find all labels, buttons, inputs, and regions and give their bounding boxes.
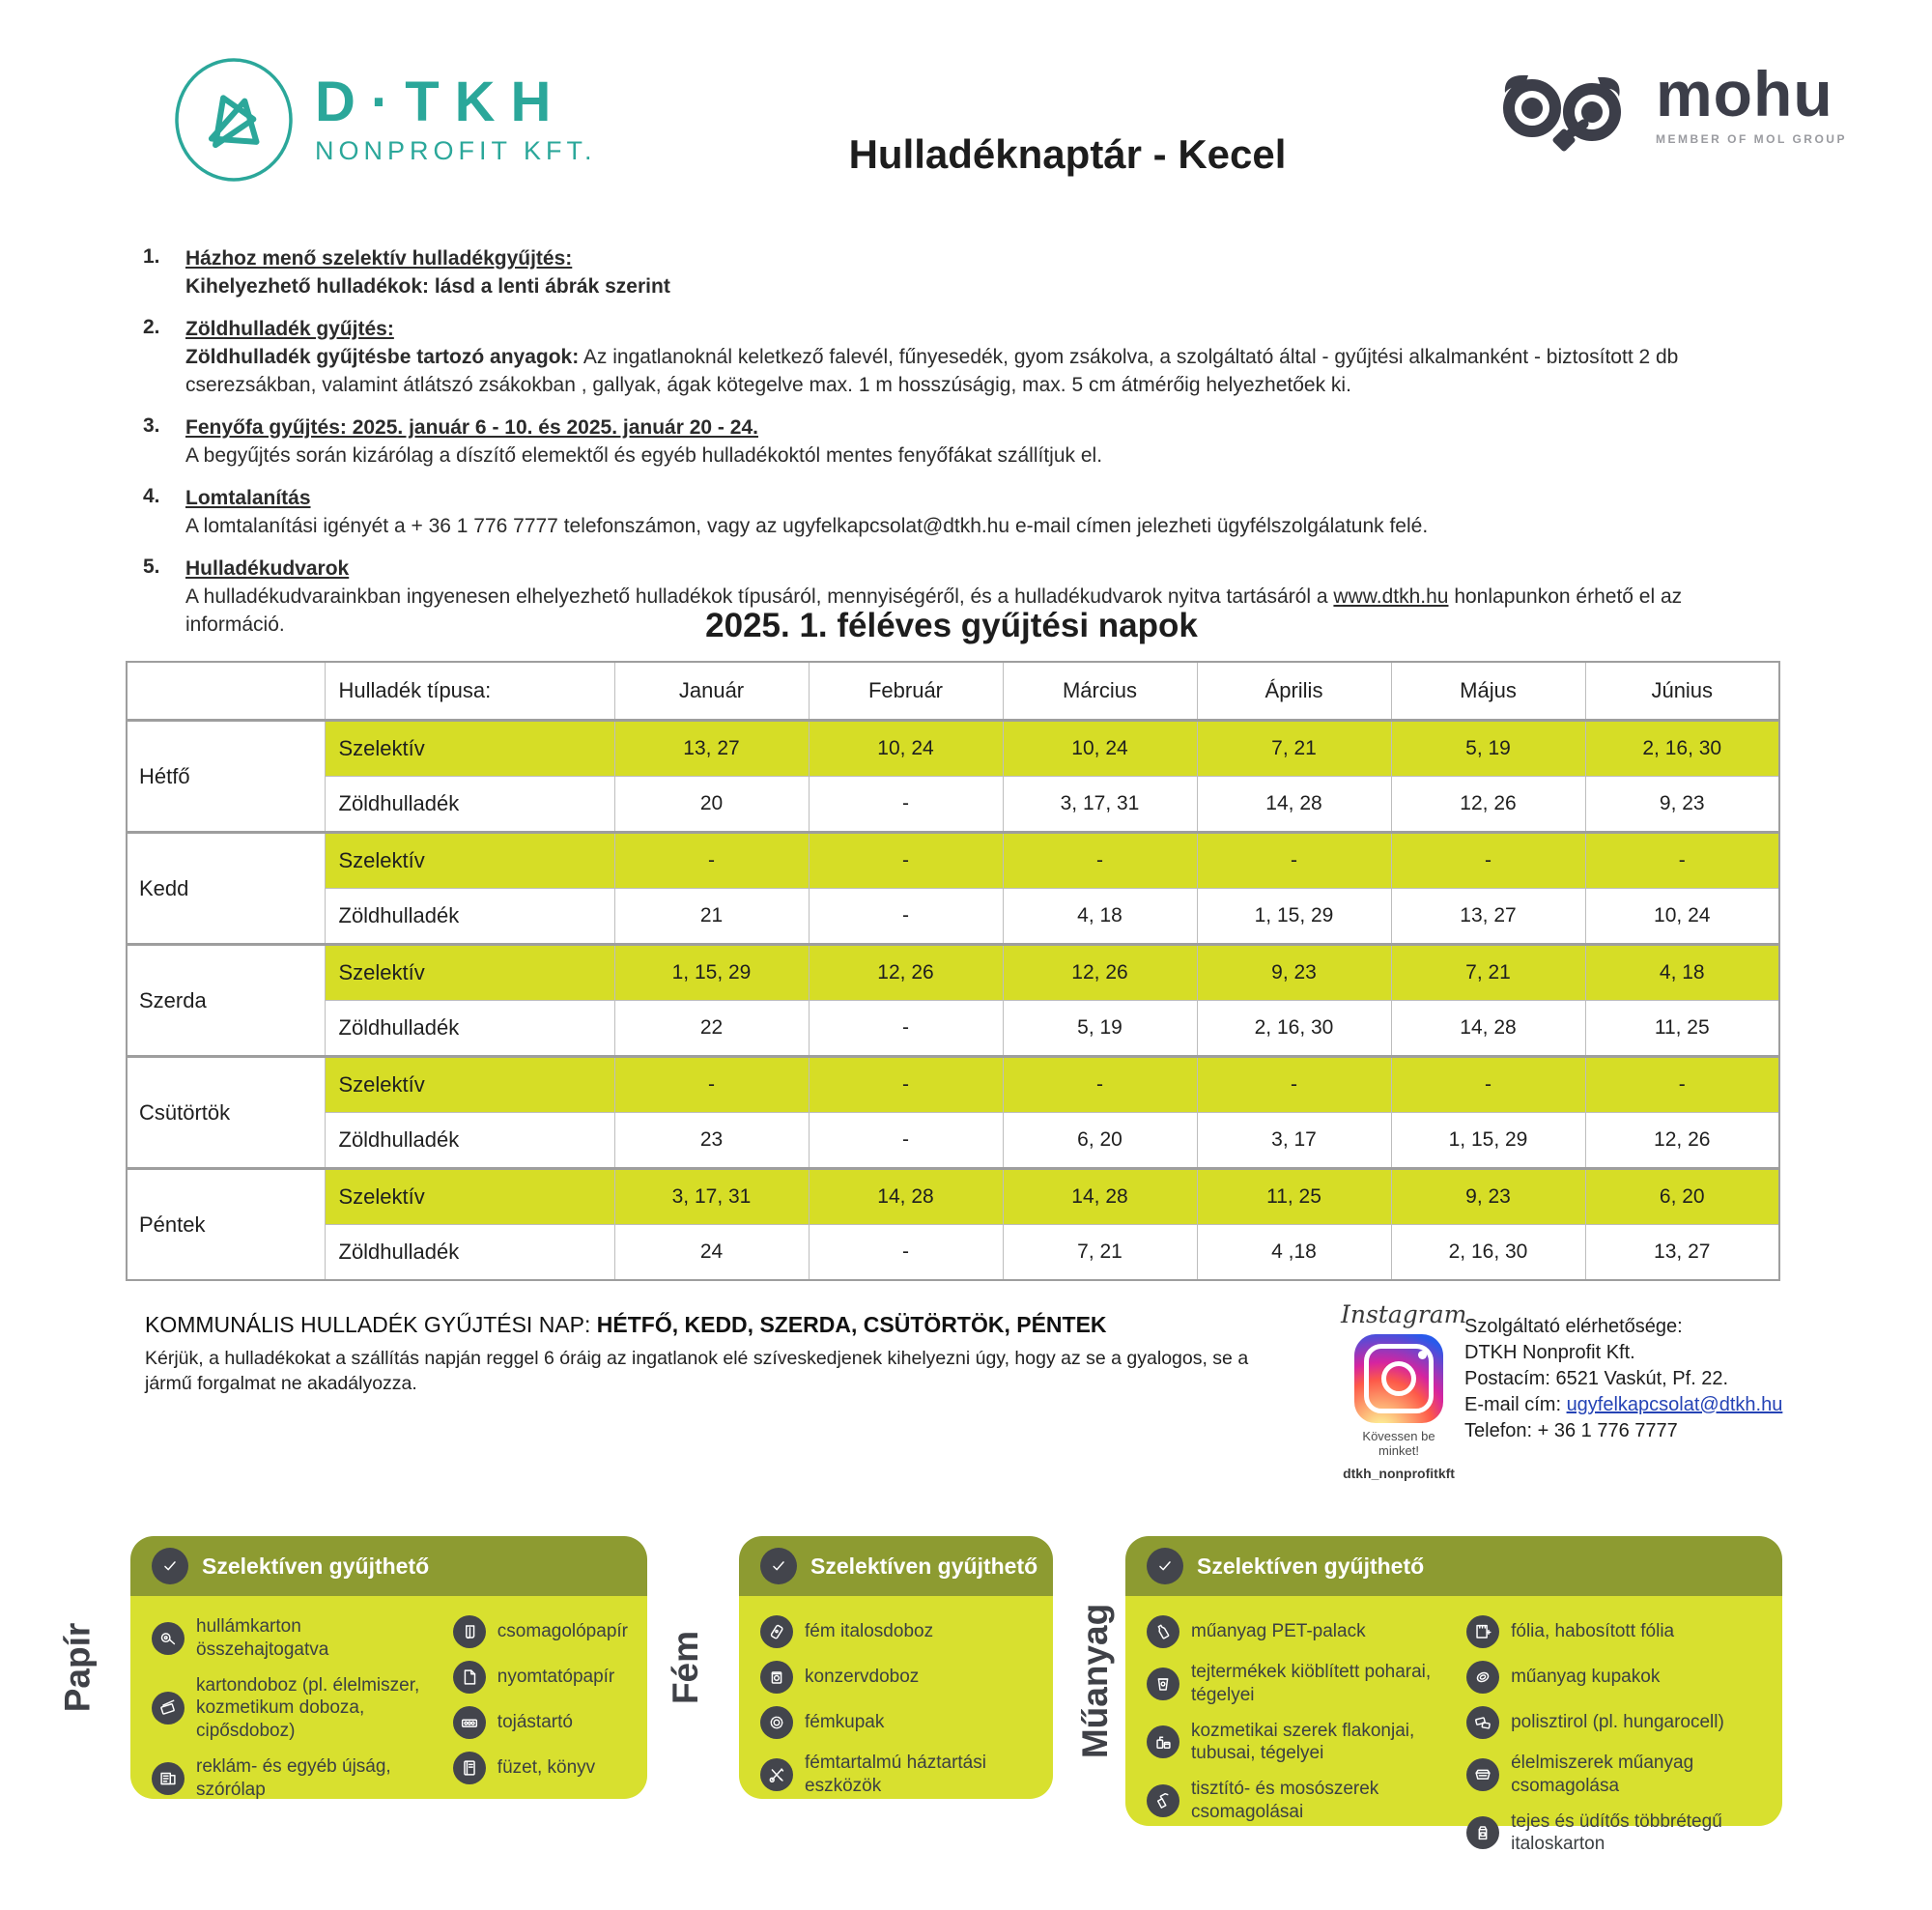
zold-dates-cell: 13, 27 xyxy=(1585,1225,1779,1281)
panel-item xyxy=(1147,1778,1441,1824)
panel-item xyxy=(1466,1661,1763,1694)
zold-dates-cell: 12, 26 xyxy=(1391,777,1585,833)
panel-item-label: csomagolópapír xyxy=(497,1621,628,1642)
contact-email-link[interactable]: ugyfelkapcsolat@dtkh.hu xyxy=(1566,1394,1783,1415)
note-number: 2. xyxy=(143,315,160,338)
szelektiv-dates-cell: - xyxy=(809,1057,1003,1113)
panel-item-label: polisztirol (pl. hungarocell) xyxy=(1511,1712,1724,1733)
zold-dates-cell: 24 xyxy=(614,1225,809,1281)
page-title: Hulladéknaptár - Kecel xyxy=(848,131,1287,177)
instagram-follow-label: Kövessen be minket! xyxy=(1362,1429,1435,1458)
panel-item-label: fémkupak xyxy=(805,1712,885,1733)
note-heading: Hulladékudvarok xyxy=(185,556,350,580)
szelektiv-dates-cell: 14, 28 xyxy=(809,1169,1003,1225)
day-label: Csütörtök xyxy=(127,1057,325,1169)
communal-info xyxy=(145,1312,1256,1397)
panel-item xyxy=(1466,1615,1763,1648)
foil-icon xyxy=(1466,1615,1499,1648)
panel-item xyxy=(1147,1615,1441,1648)
material-label-text: Papír xyxy=(57,1622,98,1713)
cardboard-roll-icon xyxy=(152,1622,185,1655)
day-group xyxy=(127,721,1779,833)
row-type-label: Zöldhulladék xyxy=(325,1113,614,1169)
panel-item-label: kartondoboz (pl. élelmiszer, kozmetikum doboza, cipősdoboz) xyxy=(196,1674,420,1741)
row-type-label: Szelektív xyxy=(325,1169,614,1225)
month-header: Január xyxy=(614,662,809,721)
panel-item-label: műanyag kupakok xyxy=(1511,1667,1661,1688)
zold-dates-cell: 20 xyxy=(614,777,809,833)
note-content xyxy=(185,245,1785,301)
note-number: 4. xyxy=(143,484,160,507)
note-text: A begyűjtés során kizárólag a díszítő elemektől és egyéb hulladékoktól mentes fenyőfákat szállítjuk el. xyxy=(185,443,1103,467)
tin-can-icon xyxy=(760,1661,793,1694)
communal-title-days: HÉTFŐ, KEDD, SZERDA, CSÜTÖRTÖK, PÉNTEK xyxy=(596,1312,1107,1337)
szelektiv-dates-cell: - xyxy=(1003,1057,1197,1113)
communal-body: Kérjük, a hulladékokat a szállítás napján reggel 6 óráig az ingatlanok elé szíveskedjenek kihelyezni úgy, hogy az se a gyalogos, se a jármű forgalmat ne akadályozza. xyxy=(145,1348,1249,1395)
panel-item-label: fémtartalmú háztartási eszközök xyxy=(805,1753,986,1796)
contact-phone: Telefon: + 36 1 776 7777 xyxy=(1464,1420,1678,1441)
zold-dates-cell: 13, 27 xyxy=(1391,889,1585,945)
zold-dates-cell: - xyxy=(809,1113,1003,1169)
day-group xyxy=(127,833,1779,945)
kitchen-tools-icon xyxy=(760,1758,793,1791)
note-heading: Házhoz menő szelektív hulladékgyűjtés: xyxy=(185,247,573,270)
communal-title xyxy=(145,1312,1256,1338)
wrapping-paper-icon xyxy=(453,1615,486,1648)
panel-header xyxy=(739,1536,1053,1596)
panel-item-label: kozmetikai szerek flakonjai, tubusai, tégelyei xyxy=(1191,1720,1415,1764)
szelektiv-dates-cell: 12, 26 xyxy=(1003,945,1197,1001)
note-number: 1. xyxy=(143,245,160,268)
panel-body xyxy=(739,1596,1053,1799)
material-label-text: Műanyag xyxy=(1075,1603,1116,1759)
zold-dates-cell: - xyxy=(809,777,1003,833)
panel-item xyxy=(1147,1661,1441,1707)
month-header: Március xyxy=(1003,662,1197,721)
szelektiv-row xyxy=(127,1057,1779,1113)
szelektiv-row xyxy=(127,721,1779,777)
panel-item-label: fém italosdoboz xyxy=(805,1621,934,1642)
metal-can-icon xyxy=(760,1615,793,1648)
recycling-panel xyxy=(1125,1536,1782,1855)
detergent-tag-icon xyxy=(1147,1784,1179,1817)
row-type-label: Szelektív xyxy=(325,1057,614,1113)
panel-column xyxy=(760,1615,1034,1796)
zold-dates-cell: 4, 18 xyxy=(1003,889,1197,945)
pet-bottle-icon xyxy=(1147,1615,1179,1648)
panel-body xyxy=(1125,1596,1782,1855)
contact-company: DTKH Nonprofit Kft. xyxy=(1464,1342,1635,1363)
note-body xyxy=(185,513,1785,541)
month-header: Május xyxy=(1391,662,1585,721)
mohu-text xyxy=(1656,58,1847,146)
zold-dates-cell: 1, 15, 29 xyxy=(1197,889,1391,945)
cosmetic-bottle-icon xyxy=(1147,1725,1179,1758)
note-content xyxy=(185,316,1785,400)
day-label: Hétfő xyxy=(127,721,325,833)
szelektiv-dates-cell: - xyxy=(809,833,1003,889)
contact-email-label: E-mail cím: xyxy=(1464,1394,1567,1415)
row-type-label: Zöldhulladék xyxy=(325,889,614,945)
panel-item-label: élelmiszerek műanyag csomagolása xyxy=(1511,1753,1694,1796)
szelektiv-dates-cell: 3, 17, 31 xyxy=(614,1169,809,1225)
zold-dates-cell: 14, 28 xyxy=(1197,777,1391,833)
contact-heading: Szolgáltató elérhetősége: xyxy=(1464,1316,1683,1337)
szelektiv-dates-cell: 5, 19 xyxy=(1391,721,1585,777)
zold-dates-cell: 7, 21 xyxy=(1003,1225,1197,1281)
mohu-wordmark: mohu xyxy=(1656,58,1833,129)
table-header-row xyxy=(127,662,1779,721)
panel-column xyxy=(453,1615,628,1791)
panel-item xyxy=(152,1615,428,1662)
panel-item xyxy=(1466,1810,1763,1857)
szelektiv-dates-cell: 7, 21 xyxy=(1197,721,1391,777)
note-item xyxy=(143,414,1785,470)
mohu-logo xyxy=(1495,58,1847,153)
check-icon xyxy=(152,1548,188,1584)
month-header: Április xyxy=(1197,662,1391,721)
panel-item xyxy=(1147,1720,1441,1766)
dtkh-website-link[interactable]: www.dtkh.hu xyxy=(1333,584,1449,608)
szelektiv-row xyxy=(127,1169,1779,1225)
szelektiv-dates-cell: - xyxy=(1585,833,1779,889)
zoldhulladek-row xyxy=(127,889,1779,945)
month-header: Június xyxy=(1585,662,1779,721)
zold-dates-cell: 21 xyxy=(614,889,809,945)
note-heading: Fenyőfa gyűjtés: 2025. január 6 - 10. és 2025. január 20 - 24. xyxy=(185,415,758,439)
zold-dates-cell: 2, 16, 30 xyxy=(1391,1225,1585,1281)
panel-item-label: füzet, könyv xyxy=(497,1757,596,1779)
note-text: honlapunkon érhető el az információ. xyxy=(185,584,1683,636)
communal-title-label: KOMMUNÁLIS HULLADÉK GYŰJTÉSI NAP: xyxy=(145,1312,597,1337)
panel-item-label: konzervdoboz xyxy=(805,1667,920,1688)
zold-dates-cell: 3, 17 xyxy=(1197,1113,1391,1169)
collection-table xyxy=(126,661,1780,1281)
zold-dates-cell: - xyxy=(809,1225,1003,1281)
szelektiv-dates-cell: - xyxy=(1197,1057,1391,1113)
notebook-icon xyxy=(453,1752,486,1784)
note-heading: Lomtalanítás xyxy=(185,486,311,509)
metal-cap-icon xyxy=(760,1706,793,1739)
zold-dates-cell: 5, 19 xyxy=(1003,1001,1197,1057)
contact-address: Postacím: 6521 Vaskút, Pf. 22. xyxy=(1464,1368,1729,1389)
panel-item-label: fólia, habosított fólia xyxy=(1511,1621,1675,1642)
panel-item-label: tisztító- és mosószerek csomagolásai xyxy=(1191,1779,1379,1822)
month-header: Február xyxy=(809,662,1003,721)
note-text: Kihelyezhető hulladékok: lásd a lenti ábrák szerint xyxy=(185,274,670,298)
day-label: Péntek xyxy=(127,1169,325,1281)
note-text: A lomtalanítási igényét a + 36 1 776 7777 telefonszámon, vagy az ugyfelkapcsolat@dtkh.hu e-mail címen jelezheti ügyfélszolgálatunk felé. xyxy=(185,514,1429,537)
dtkh-logo xyxy=(172,56,597,184)
carton-box-icon xyxy=(152,1692,185,1725)
szelektiv-row xyxy=(127,945,1779,1001)
material-label-manyag xyxy=(1072,1536,1119,1826)
instagram-script-label: Instagram xyxy=(1341,1300,1467,1328)
zold-dates-cell: 2, 16, 30 xyxy=(1197,1001,1391,1057)
row-type-label: Zöldhulladék xyxy=(325,1001,614,1057)
szelektiv-dates-cell: 14, 28 xyxy=(1003,1169,1197,1225)
table-corner-cell xyxy=(127,662,325,721)
day-group xyxy=(127,1169,1779,1281)
zold-dates-cell: 11, 25 xyxy=(1585,1001,1779,1057)
plastic-cap-icon xyxy=(1466,1661,1499,1694)
day-label: Kedd xyxy=(127,833,325,945)
row-type-label: Zöldhulladék xyxy=(325,1225,614,1281)
instagram-icon[interactable] xyxy=(1354,1334,1443,1423)
szelektiv-dates-cell: 12, 26 xyxy=(809,945,1003,1001)
zoldhulladek-row xyxy=(127,777,1779,833)
panel-item xyxy=(1466,1752,1763,1798)
food-packaging-icon xyxy=(1466,1758,1499,1791)
panel-title: Szelektíven gyűjthető xyxy=(1197,1553,1425,1579)
szelektiv-dates-cell: 9, 23 xyxy=(1197,945,1391,1001)
newspaper-icon xyxy=(152,1762,185,1795)
zold-dates-cell: 14, 28 xyxy=(1391,1001,1585,1057)
panel-column xyxy=(152,1615,428,1800)
zold-dates-cell: 1, 15, 29 xyxy=(1391,1113,1585,1169)
note-content xyxy=(185,485,1785,541)
zoldhulladek-row xyxy=(127,1001,1779,1057)
szelektiv-row xyxy=(127,833,1779,889)
zold-dates-cell: - xyxy=(809,1001,1003,1057)
check-icon xyxy=(760,1548,797,1584)
row-type-label: Szelektív xyxy=(325,945,614,1001)
row-type-label: Szelektív xyxy=(325,833,614,889)
panel-header xyxy=(1125,1536,1782,1596)
panel-title: Szelektíven gyűjthető xyxy=(202,1553,430,1579)
zold-dates-cell: 23 xyxy=(614,1113,809,1169)
panel-column xyxy=(1466,1615,1763,1855)
zold-dates-cell: 12, 26 xyxy=(1585,1113,1779,1169)
material-label-text: Fém xyxy=(666,1630,706,1705)
panel-item-label: reklám- és egyéb újság, szórólap xyxy=(196,1755,391,1800)
contact-block xyxy=(1464,1314,1793,1444)
egg-carton-icon xyxy=(453,1706,486,1739)
note-item xyxy=(143,485,1785,541)
instagram-handle[interactable]: dtkh_nonprofitkft xyxy=(1343,1466,1455,1481)
szelektiv-dates-cell: 1, 15, 29 xyxy=(614,945,809,1001)
note-body xyxy=(185,442,1785,470)
type-column-header: Hulladék típusa: xyxy=(325,662,614,721)
panel-item-label: hullámkarton összehajtogatva xyxy=(196,1616,329,1660)
zold-dates-cell: - xyxy=(809,889,1003,945)
row-type-label: Zöldhulladék xyxy=(325,777,614,833)
dtkh-emblem-icon xyxy=(172,56,296,184)
mohu-tagline: MEMBER OF MOL GROUP xyxy=(1656,131,1847,146)
row-type-label: Szelektív xyxy=(325,721,614,777)
recycling-panel xyxy=(739,1536,1053,1799)
notes-list xyxy=(143,245,1785,654)
panel-item xyxy=(152,1674,428,1743)
day-label: Szerda xyxy=(127,945,325,1057)
szelektiv-dates-cell: 9, 23 xyxy=(1391,1169,1585,1225)
zold-dates-cell: 10, 24 xyxy=(1585,889,1779,945)
note-body xyxy=(185,344,1785,400)
contact-email-line xyxy=(1464,1392,1793,1418)
panel-item xyxy=(760,1752,1034,1798)
dtkh-subtitle: NONPROFIT KFT. xyxy=(315,135,597,165)
panel-title: Szelektíven gyűjthető xyxy=(810,1553,1038,1579)
beverage-carton-icon xyxy=(1466,1816,1499,1849)
zold-dates-cell: 4 ,18 xyxy=(1197,1225,1391,1281)
polystyrene-icon xyxy=(1466,1706,1499,1739)
note-text: Zöldhulladék gyűjtésbe tartozó anyagok: xyxy=(185,345,580,368)
szelektiv-dates-cell: 10, 24 xyxy=(1003,721,1197,777)
zoldhulladek-row xyxy=(127,1225,1779,1281)
note-body xyxy=(185,273,1785,301)
printer-paper-icon xyxy=(453,1661,486,1694)
mohu-owl-icon xyxy=(1495,64,1640,153)
panel-item-label: tejtermékek kiöblített poharai, tégelyei xyxy=(1191,1662,1432,1705)
dtkh-logo-text xyxy=(315,70,597,166)
note-item xyxy=(143,316,1785,400)
szelektiv-dates-cell: - xyxy=(1003,833,1197,889)
panel-item-label: tejes és üdítős többrétegű italoskarton xyxy=(1511,1810,1722,1855)
panel-item-label: tojástartó xyxy=(497,1712,573,1733)
panel-body xyxy=(130,1596,647,1799)
szelektiv-dates-cell: - xyxy=(1391,1057,1585,1113)
dairy-cup-icon xyxy=(1147,1668,1179,1700)
szelektiv-dates-cell: 13, 27 xyxy=(614,721,809,777)
zold-dates-cell: 6, 20 xyxy=(1003,1113,1197,1169)
instagram-block xyxy=(1341,1300,1467,1481)
szelektiv-dates-cell: 7, 21 xyxy=(1391,945,1585,1001)
zoldhulladek-row xyxy=(127,1113,1779,1169)
panel-item xyxy=(1466,1706,1763,1739)
szelektiv-dates-cell: - xyxy=(1391,833,1585,889)
szelektiv-dates-cell: - xyxy=(1585,1057,1779,1113)
table-title: 2025. 1. féléves gyűjtési napok xyxy=(705,607,1198,644)
recycling-panel xyxy=(130,1536,647,1799)
day-group xyxy=(127,1057,1779,1169)
panel-item xyxy=(760,1615,1034,1648)
szelektiv-dates-cell: 10, 24 xyxy=(809,721,1003,777)
panel-item xyxy=(453,1661,628,1694)
panel-item xyxy=(453,1706,628,1739)
note-heading: Zöldhulladék gyűjtés: xyxy=(185,317,394,340)
zold-dates-cell: 9, 23 xyxy=(1585,777,1779,833)
material-label-fm xyxy=(663,1536,709,1799)
note-item xyxy=(143,245,1785,301)
note-text: Az ingatlanoknál keletkező falevél, fűnyesedék, gyom zsákolva, a szolgáltató által - gyűjtési alkalmanként - biztosított 2 db cserezsákban, valamint átlátszó zsákokban , gallyak, ágak kötegelve max. 1 m hosszúságig, max. 5 cm átmérőig helyezhetőek ki. xyxy=(185,345,1679,396)
dtkh-acronym: D·TKH xyxy=(315,70,567,133)
szelektiv-dates-cell: - xyxy=(1197,833,1391,889)
instagram-lens-dot xyxy=(1418,1351,1427,1359)
note-number: 5. xyxy=(143,555,160,578)
check-icon xyxy=(1147,1548,1183,1584)
panel-item xyxy=(152,1755,428,1802)
panel-item xyxy=(453,1752,628,1784)
szelektiv-dates-cell: - xyxy=(614,1057,809,1113)
szelektiv-dates-cell: 2, 16, 30 xyxy=(1585,721,1779,777)
panel-item xyxy=(453,1615,628,1648)
material-label-papr xyxy=(54,1536,100,1799)
panel-item xyxy=(760,1706,1034,1739)
szelektiv-dates-cell: 4, 18 xyxy=(1585,945,1779,1001)
panel-item xyxy=(760,1661,1034,1694)
szelektiv-dates-cell: 6, 20 xyxy=(1585,1169,1779,1225)
zold-dates-cell: 22 xyxy=(614,1001,809,1057)
panel-header xyxy=(130,1536,647,1596)
note-text: A hulladékudvarainkban ingyenesen elhelyezhető hulladékok típusáról, mennyiségéről, és a hulladékudvarok nyitva tartásáról a xyxy=(185,584,1334,608)
panel-item-label: műanyag PET-palack xyxy=(1191,1621,1366,1642)
day-group xyxy=(127,945,1779,1057)
zold-dates-cell: 3, 17, 31 xyxy=(1003,777,1197,833)
szelektiv-dates-cell: - xyxy=(614,833,809,889)
szelektiv-dates-cell: 11, 25 xyxy=(1197,1169,1391,1225)
note-content xyxy=(185,414,1785,470)
panel-item-label: nyomtatópapír xyxy=(497,1667,615,1688)
panel-column xyxy=(1147,1615,1441,1822)
note-number: 3. xyxy=(143,413,160,437)
